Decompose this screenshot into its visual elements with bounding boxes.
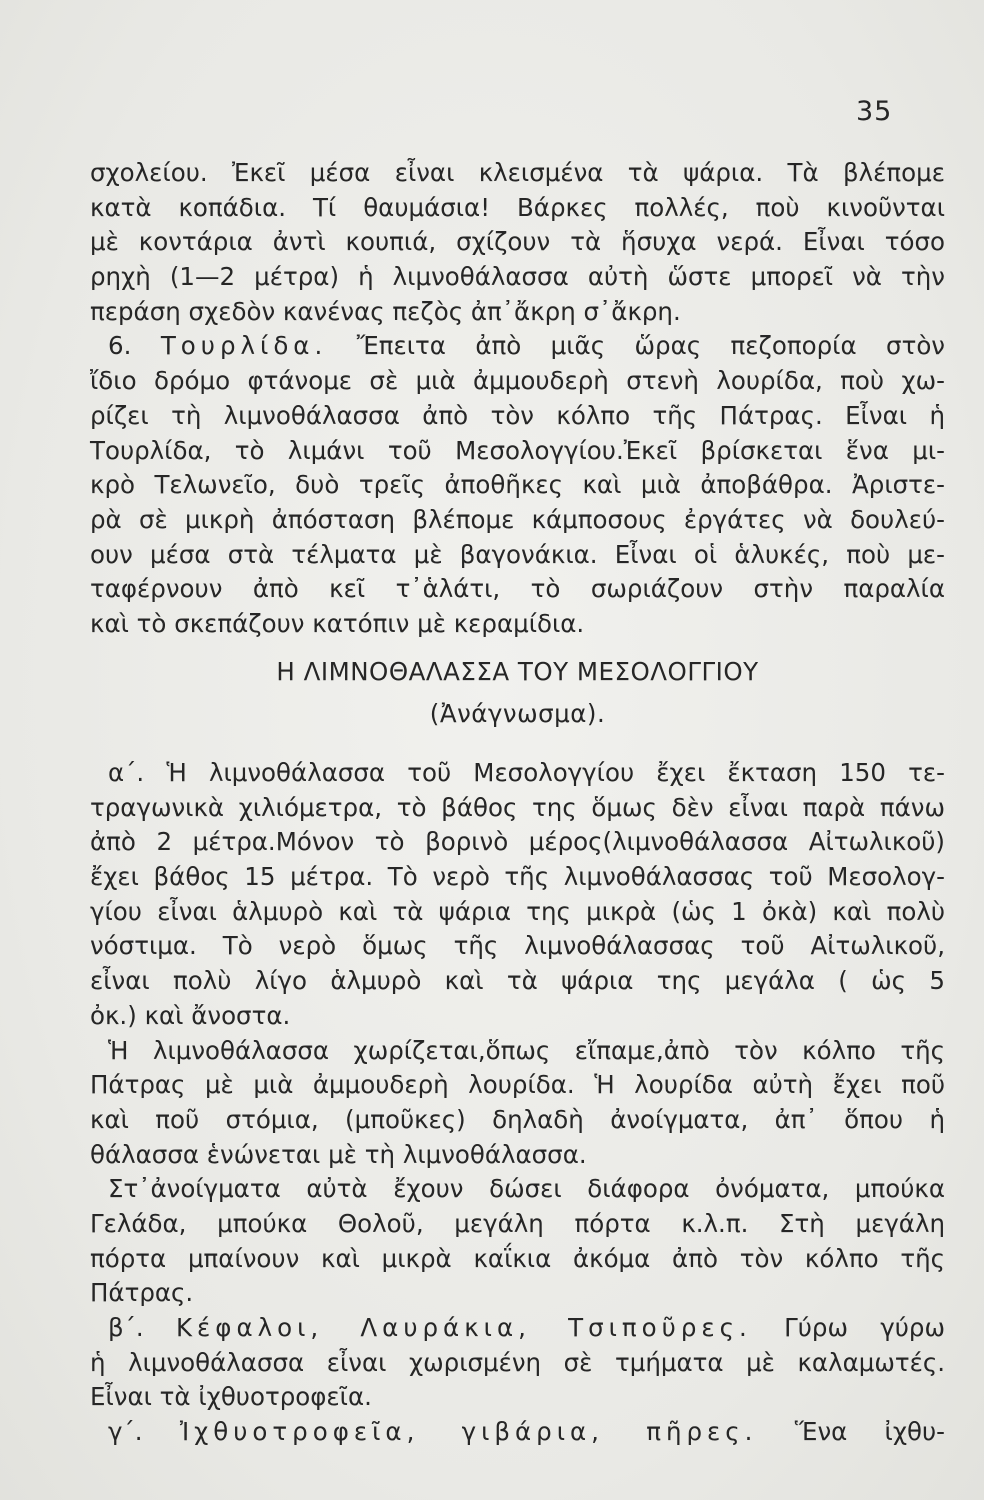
text-line: νόστιμα. Τὸ νερὸ ὅμως τῆς λιμνοθάλασσας τοῦ Αἰτωλικοῦ, — [90, 931, 945, 961]
chapter-title: Η ΛΙΜΝΟΘΑΛΑΣΣΑ ΤΟΥ ΜΕΣΟΛΟΓΓΙΟΥ — [276, 657, 759, 686]
text-line: Πάτρας μὲ μιὰ ἀμμουδερὴ λουρίδα. Ἡ λουρίδα αὐτὴ ἔχει ποῦ — [90, 1070, 945, 1100]
text-line: πεpάση σχεδὸν κανένας πεζὸς ἀπ᾿ἄκρη σ᾿ἄκρη. — [90, 296, 681, 326]
text-line: α΄. Ἡ λιμνοθάλασσα τοῦ Μεσολογγίου ἔχει ἔκταση 150 τε- — [108, 758, 945, 787]
text-line: πόρτα μπαίνουν καὶ μικρὰ καΐκια ἀκόμα ἀπὸ τὸν κόλπο τῆς — [90, 1243, 945, 1273]
text-line: ρηχὴ (1—2 μέτρα) ἡ λιμνοθάλασσα αὐτὴ ὥστε μπορεῖ νὰ τὴν — [90, 262, 945, 292]
text-line: κατὰ κοπάδια. Τί θαυμάσια! Βάρκες πολλές, ποὺ κινοῦνται — [90, 192, 945, 222]
text-line: εἶναι πολὺ λίγο ἁλμυρὸ καὶ τὰ ψάρια της μεγάλα ( ὡς 5 — [90, 966, 945, 996]
paragraph-block-2 — [90, 756, 945, 1450]
text-line: Εἶναι τὰ ἰχθυοτροφεῖα. — [90, 1382, 372, 1412]
section-title: Ἰχθυοτροφεῖα, γιβάρια, πῆρες. — [179, 1417, 758, 1447]
section-number: 6. — [108, 331, 132, 361]
text-line: ταφέρνουν ἀπὸ κεῖ τ᾿ἁλάτι, τὸ σωριάζουν στὴν παραλία — [90, 574, 945, 604]
section-title: Τουρλίδα. — [160, 331, 328, 361]
text-line: ἡ λιμνοθάλασσα εἶναι χωρισμένη σὲ τμήματα μὲ καλαμωτές. — [90, 1347, 945, 1377]
text-line: καὶ τὸ σκεπάζουν κατόπιν μὲ κεραμίδια. — [90, 608, 585, 638]
text-line: μὲ κοντάρια ἀντὶ κουπιά, σχίζουν τὰ ἥσυχα νερά. Εἶναι τόσο — [90, 227, 945, 257]
text-line: κρὸ Τελωνεῖο, δυὸ τρεῖς ἀποθῆκες καὶ μιὰ ἀποβάθρα. Ἀριστε- — [90, 470, 945, 500]
text-line: ἀπὸ 2 μέτρα.Μόνον τὸ βορινὸ μέρος(λιμνοθάλασσα Αἰτωλικοῦ) — [90, 827, 945, 857]
text-fragment: Ἔπειτα ἀπὸ μιᾶς ὥρας πεζοπορία στὸν — [356, 331, 945, 361]
text-fragment: Γύρω γύρω — [784, 1313, 945, 1342]
chapter-subtitle: (Ἀνάγνωσμα). — [429, 699, 606, 728]
section-heading-line — [90, 329, 945, 364]
text-line: καὶ ποῦ στόμια, (μποῦκες) δηλαδὴ ἀνοίγματα, ἀπ᾿ ὅπου ἡ — [90, 1104, 945, 1134]
text-line: Τουρλίδα, τὸ λιμάνι τοῦ Μεσολογγίου.Ἐκεῖ βρίσκεται ἕνα μι- — [90, 435, 945, 465]
text-line: ὀκ.) καὶ ἄνοστα. — [90, 1000, 291, 1030]
section-title: Κέφαλοι, Λαυράκια, Τσιποῦρες. — [175, 1313, 752, 1342]
text-line: ουν μέσα στὰ τέλματα μὲ βαγονάκια. Εἶναι οἱ ἁλυκές, ποὺ με- — [90, 539, 945, 569]
text-line: Γελάδα, μπούκα Θολοῦ, μεγάλη πόρτα κ.λ.π. Στὴ μεγάλη — [90, 1208, 945, 1238]
page-number: 35 — [856, 96, 893, 127]
section-heading-line — [90, 1311, 945, 1346]
text-line: ἔχει βάθος 15 μέτρα. Τὸ νερὸ τῆς λιμνοθάλασσας τοῦ Μεσολογ- — [90, 862, 945, 892]
paragraph-block-1 — [90, 156, 945, 642]
text-line: Ἡ λιμνοθάλασσα χωρίζεται,ὅπως εἴπαμε,ἀπὸ τὸν κόλπο τῆς — [108, 1035, 945, 1065]
text-line: γίου εἶναι ἁλμυρὸ καὶ τὰ ψάρια της μικρὰ (ὡς 1 ὀκὰ) καὶ πολὺ — [90, 896, 945, 926]
text-line: ρίζει τὴ λιμνοθάλασσα ἀπὸ τὸν κόλπο τῆς Πάτρας. Εἶναι ἡ — [90, 400, 945, 430]
text-line: Στ᾿ἀνοίγματα αὐτὰ ἔχουν δώσει διάφορα ὀνόματα, μπούκα — [108, 1174, 945, 1204]
section-label: γ΄. — [108, 1417, 143, 1447]
text-line: θάλασσα ἑνώνεται μὲ τὴ λιμνοθάλασσα. — [90, 1139, 587, 1169]
text-line: σχολείου. Ἐκεῖ μέσα εἶναι κλεισμένα τὰ ψάρια. Τὰ βλέπομε — [90, 158, 945, 187]
section-heading-line — [90, 1415, 945, 1450]
text-line: ρὰ σὲ μικρὴ ἀπόσταση βλέπομε κάμποσους ἐργάτες νὰ δουλεύ- — [90, 504, 945, 534]
text-line: τραγωνικὰ χιλιόμετρα, τὸ βάθος της ὅμως δὲν εἶναι παρὰ πάνω — [90, 792, 945, 822]
text-line: ἴδιο δρόμο φτάνομε σὲ μιὰ ἀμμουδερὴ στενὴ λουρίδα, ποὺ χω- — [90, 366, 945, 396]
text-fragment: Ἕνα ἰχθυ- — [794, 1417, 945, 1447]
text-line: Πάτρας. — [90, 1278, 194, 1308]
section-label: β΄. — [108, 1313, 144, 1342]
